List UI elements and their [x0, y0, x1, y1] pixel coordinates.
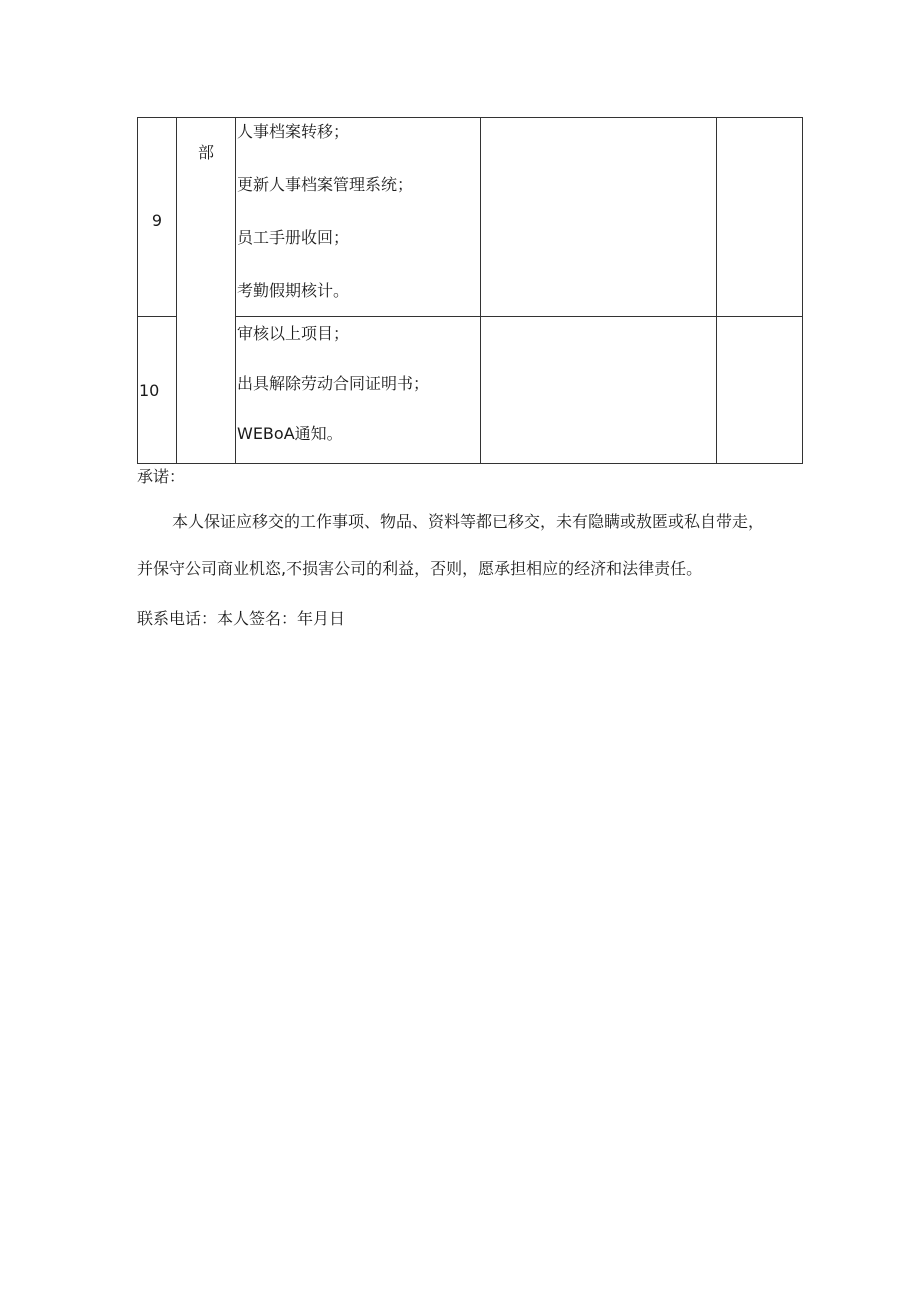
list-item: 出具解除劳动合同证明书；: [237, 374, 430, 393]
contact-signature-line: 联系电话：本人签名：年月日: [137, 609, 346, 628]
list-item: 考勤假期核计。: [237, 281, 350, 300]
signature-cell: [717, 317, 803, 464]
row-number: 9: [138, 118, 177, 317]
handover-table: [137, 117, 803, 464]
list-item: 人事档案转移；: [237, 122, 350, 141]
promise-heading: 承诺：: [137, 467, 186, 486]
table-row: [138, 317, 803, 464]
list-item: 更新人事档案管理系统；: [237, 175, 414, 194]
promise-line: 本人保证应移交的工作事项、物品、资料等都已移交，未有隐瞒或敖匿或私自带走，: [172, 512, 765, 531]
list-item: WEBoA通知。: [237, 424, 343, 443]
status-cell: [481, 118, 717, 317]
row-number: 10: [138, 317, 177, 464]
signature-cell: [717, 118, 803, 317]
promise-line: 并保守公司商业机恣,不损害公司的利益，否则，愿承担相应的经济和法律责任。: [137, 559, 703, 578]
list-item: 审核以上项目；: [237, 324, 350, 343]
list-item: 员工手册收回；: [237, 228, 350, 247]
status-cell: [481, 317, 717, 464]
handover-items-cell: [236, 118, 481, 317]
table-row: [138, 118, 803, 317]
department-cell: 部: [177, 118, 236, 464]
handover-items-cell: [236, 317, 481, 464]
promise-statement: [137, 512, 812, 579]
